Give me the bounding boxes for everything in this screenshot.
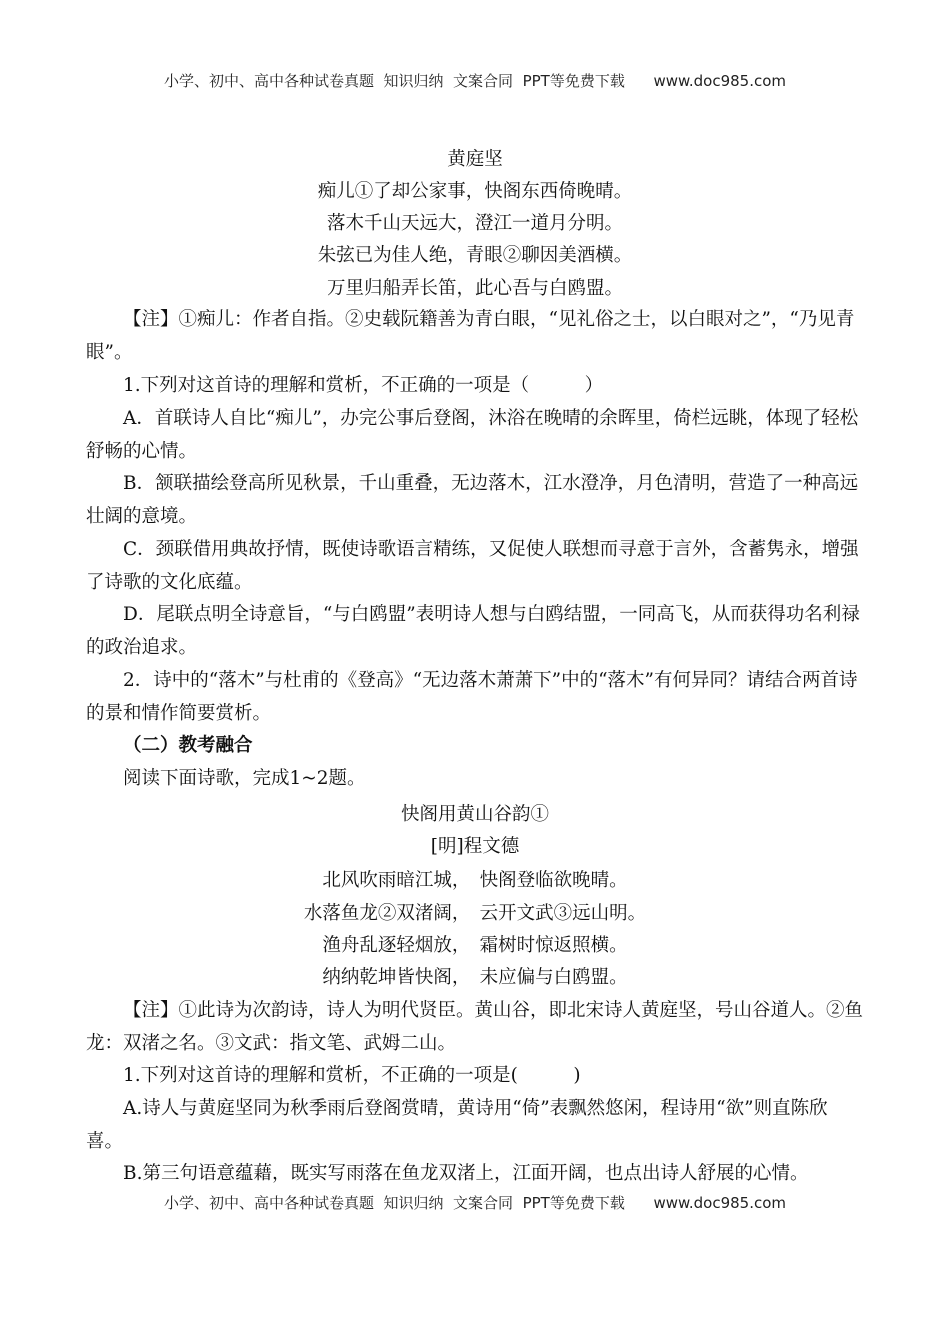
q1-option-d: D．尾联点明全诗意旨，“与白鸥盟”表明诗人想与白鸥结盟，一同高飞，从而获得功名利禄的政治追求。: [86, 604, 860, 658]
q2-stem: 2．诗中的“落木”与杜甫的《登高》“无边落木萧萧下”中的“落木”有何异同？请结合两首诗的景和情作简要赏析。: [86, 670, 858, 724]
poem1-note: 【注】①痴儿：作者自指。②史载阮籍善为青白眼，“见礼俗之士，以白眼对之”，“乃见青眼”。: [86, 309, 855, 363]
poem1-line: 朱弦已为佳人绝，青眼②聊因美酒横。: [317, 245, 633, 266]
section2-title: （二）教考融合: [123, 735, 253, 756]
page-header: 小学、初中、高中各种试卷真题 知识归纳 文案合同 PPT等免费下载 www.doc985.com: [163, 72, 787, 90]
poem2-author: [明]程文德: [430, 836, 520, 857]
q1-option-c: C．颈联借用典故抒情，既使诗歌语言精练，又促使人联想而寻意于言外，含蓄隽永，增强了诗歌的文化底蕴。: [86, 539, 859, 593]
poem2-line: 渔舟乱逐轻烟放， 霜树时惊返照横。: [322, 935, 628, 956]
poem1-line: 万里归船弄长笛，此心吾与白鸥盟。: [326, 278, 623, 299]
s2-q1-option-a: A.诗人与黄庭坚同为秋季雨后登阁赏晴，黄诗用“倚”表飘然悠闲，程诗用“欲”则直陈欣喜。: [86, 1098, 828, 1152]
poem1-author: 黄庭坚: [447, 149, 503, 170]
q1-stem: 1.下列对这首诗的理解和赏析，不正确的一项是（ ）: [123, 375, 604, 396]
page-footer: 小学、初中、高中各种试卷真题 知识归纳 文案合同 PPT等免费下载 www.doc985.com: [163, 1194, 787, 1212]
s2-q1-stem: 1.下列对这首诗的理解和赏析，不正确的一项是( ): [123, 1065, 581, 1086]
q1-option-b: B．颔联描绘登高所见秋景，千山重叠，无边落木，江水澄净，月色清明，营造了一种高远壮阔的意境。: [86, 473, 859, 527]
poem2-title: 快阁用黄山谷韵①: [400, 804, 549, 825]
poem2-note: 【注】①此诗为次韵诗，诗人为明代贤臣。黄山谷，即北宋诗人黄庭坚，号山谷道人。②鱼龙：双渚之名。③文武：指文笔、武姆二山。: [86, 1000, 864, 1054]
poem1-line: 落木千山天远大，澄江一道月分明。: [326, 213, 623, 234]
q1-option-a: A．首联诗人自比“痴儿”，办完公事后登阁，沐浴在晚晴的余晖里，倚栏远眺，体现了轻松舒畅的心情。: [86, 408, 859, 462]
poem2-line: 北风吹雨暗江城， 快阁登临欲晚晴。: [322, 870, 628, 891]
poem2-line: 水落鱼龙②双渚阔， 云开文武③远山明。: [303, 903, 647, 924]
section2-instruction: 阅读下面诗歌，完成1~2题。: [123, 768, 366, 789]
poem2-line: 纳纳乾坤皆快阁， 未应偏与白鸥盟。: [322, 967, 628, 988]
s2-q1-option-b: B.第三句语意蕴藉，既实写雨落在鱼龙双渚上，江面开阔，也点出诗人舒展的心情。: [123, 1163, 809, 1184]
poem1-line: 痴儿①了却公家事，快阁东西倚晚晴。: [317, 181, 633, 202]
